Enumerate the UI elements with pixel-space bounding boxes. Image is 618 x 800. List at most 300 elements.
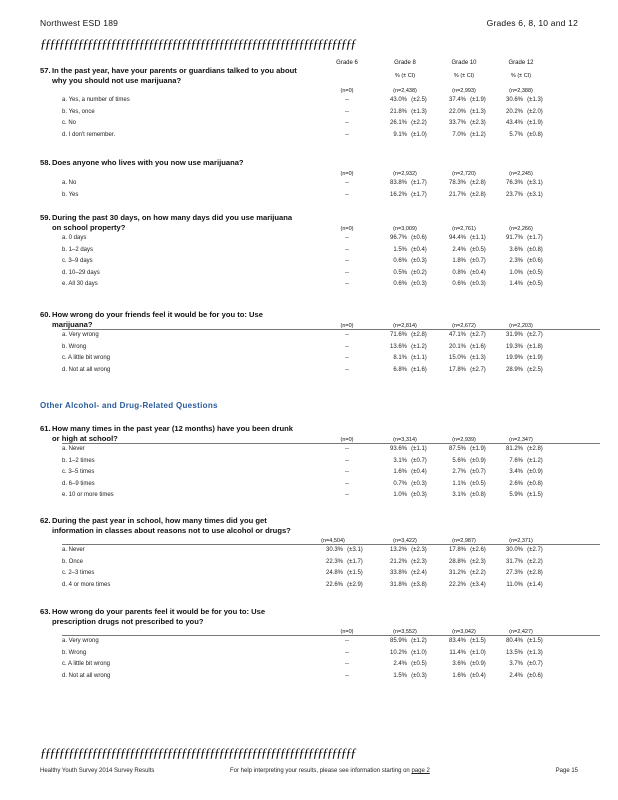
value-g8: 83.8% [389, 180, 407, 186]
ci-g12: (±3.1) [527, 191, 543, 198]
ci-g10: (±1.9) [470, 446, 486, 452]
value-g6: -- [345, 191, 349, 198]
sample-size-g6: (n=0) [340, 171, 354, 177]
ci-g10: (±2.3) [470, 558, 486, 565]
table-row [40, 107, 600, 118]
value-g8: 21.8% [389, 108, 407, 115]
option-label: b. Wrong [62, 649, 87, 656]
option-label: d. 6–9 times [62, 480, 95, 487]
ci-g8: (±0.6) [411, 235, 427, 241]
ci-g12: (±2.0) [527, 108, 543, 115]
ci-g8: (±1.0) [411, 649, 427, 656]
value-g6: -- [345, 492, 349, 499]
value-g6: 22.6% [325, 581, 343, 588]
question-text: During the past year in school, how many times did you get information in classes about reasons not to use alcohol or drugs? [52, 516, 291, 535]
ci-g10: (±1.2) [470, 131, 486, 138]
value-g10: 3.6% [452, 661, 466, 668]
value-g12: 19.9% [505, 355, 523, 362]
value-g8: 9.1% [393, 131, 407, 138]
ci-g12: (±2.7) [527, 547, 543, 553]
question-block [40, 424, 600, 524]
sample-size-g12: (n=2,203) [509, 323, 533, 329]
value-g12: 80.4% [505, 638, 523, 644]
value-g8: 13.2% [389, 547, 407, 553]
value-g10: 47.1% [448, 332, 466, 338]
value-g8: 8.1% [393, 355, 407, 362]
footer-page-link[interactable]: page 2 [411, 768, 430, 774]
sample-size-g12: (n=2,371) [509, 538, 533, 544]
table-row [40, 444, 600, 455]
question-text: How wrong do your parents feel it would be for you to: Use prescription drugs not prescribed to you? [52, 607, 266, 626]
ci-g12: (±1.3) [527, 649, 543, 656]
value-g6: -- [345, 281, 349, 288]
header-left: Northwest ESD 189 [40, 18, 119, 28]
value-g10: 1.6% [452, 672, 466, 679]
value-g12: 81.2% [505, 446, 523, 452]
ci-g8: (±2.8) [411, 332, 427, 338]
value-g6: 24.8% [325, 570, 343, 577]
value-g6: 30.3% [325, 547, 343, 553]
question-number: 61. [40, 424, 51, 433]
value-g10: 20.1% [448, 343, 466, 350]
ci-g8: (±3.8) [411, 581, 427, 588]
question-number: 60. [40, 310, 51, 319]
ci-g8: (±0.3) [411, 480, 427, 487]
section-title: Other Alcohol- and Drug-Related Questions [40, 401, 218, 410]
ci-g8: (±1.1) [411, 446, 427, 452]
value-g12: 27.3% [505, 570, 523, 577]
value-g12: 5.7% [509, 131, 523, 138]
sample-size-g8: (n=3,422) [393, 538, 417, 544]
value-g10: 94.4% [448, 235, 466, 241]
table-row [40, 671, 600, 682]
value-g10: 87.5% [448, 446, 466, 452]
value-g12: 31.9% [505, 332, 523, 338]
ci-g10: (±1.0) [470, 649, 486, 656]
question-number: 59. [40, 213, 51, 222]
option-label: c. 3–9 days [62, 258, 93, 265]
value-g8: 1.5% [393, 672, 407, 679]
ci-g12: (±1.7) [527, 235, 543, 241]
option-label: b. Once [62, 558, 84, 565]
table-row [40, 245, 600, 256]
ci-g10: (±1.1) [470, 235, 486, 241]
ci-g8: (±1.3) [411, 108, 427, 115]
header-right: Grades 6, 8, 10 and 12 [486, 18, 578, 28]
value-g6: -- [345, 469, 349, 476]
ci-g10: (±0.9) [470, 457, 486, 464]
ci-g8: (±2.3) [411, 547, 427, 553]
option-label: c. 2–3 times [62, 570, 95, 577]
value-g8: 21.2% [389, 558, 407, 565]
option-label: d. Not at all wrong [62, 672, 111, 679]
table-row [40, 636, 600, 647]
table-row [40, 365, 600, 376]
value-g10: 2.7% [452, 469, 466, 476]
question-number: 58. [40, 158, 51, 167]
sample-size-g6: (n=0) [340, 629, 354, 635]
sample-size-g8: (n=2,932) [393, 171, 417, 177]
question-block [40, 213, 600, 313]
value-g10: 1.1% [452, 480, 466, 487]
value-g6: -- [345, 108, 349, 115]
ci-g10: (±0.3) [470, 281, 486, 288]
value-g10: 17.8% [448, 547, 466, 553]
ci-g8: (±1.2) [411, 638, 427, 644]
ci-g12: (±1.2) [527, 457, 543, 464]
ci-g10: (±0.4) [470, 269, 486, 276]
ci-g8: (±0.3) [411, 258, 427, 265]
ci-g12: (±1.3) [527, 97, 543, 103]
value-g8: 33.8% [389, 570, 407, 577]
value-g8: 96.7% [389, 235, 407, 241]
sample-size-g8: (n=2,438) [393, 88, 417, 94]
ci-g8: (±0.5) [411, 661, 427, 668]
table-row [40, 233, 600, 244]
ci-g10: (±2.8) [470, 191, 486, 198]
value-g10: 31.2% [448, 570, 466, 577]
ci-g10: (±1.3) [470, 108, 486, 115]
ci-g10: (±2.2) [470, 570, 486, 577]
option-label: a. Never [62, 547, 85, 553]
sample-size-g6: (n=0) [340, 88, 354, 94]
ci-g12: (±1.5) [527, 492, 543, 499]
ci-g12: (±2.2) [527, 558, 543, 565]
value-g10: 5.6% [452, 457, 466, 464]
option-label: a. Never [62, 446, 85, 452]
value-g12: 19.3% [505, 343, 523, 350]
value-g8: 0.7% [393, 480, 407, 487]
ci-g10: (±1.5) [470, 638, 486, 644]
value-g6: -- [345, 131, 349, 138]
column-header-g10: Grade 10 [451, 60, 477, 66]
footer-page-number: Page 15 [555, 768, 578, 774]
value-g12: 13.5% [505, 649, 523, 656]
ci-g12: (±0.5) [527, 269, 543, 276]
value-g8: 1.6% [393, 469, 407, 476]
question-number: 62. [40, 516, 51, 525]
ci-g12: (±2.7) [527, 332, 543, 338]
option-label: b. Yes [62, 191, 79, 198]
value-g10: 37.4% [448, 97, 466, 103]
value-g8: 6.8% [393, 366, 407, 373]
table-row [40, 659, 600, 670]
value-g6: -- [345, 343, 349, 350]
value-g10: 2.4% [452, 246, 466, 253]
value-g10: 3.1% [452, 492, 466, 499]
column-ci-label: % (± CI) [394, 73, 416, 79]
ci-g10: (±0.5) [470, 246, 486, 253]
ci-g8: (±1.7) [411, 191, 427, 198]
table-row [40, 118, 600, 129]
ci-g12: (±1.5) [527, 638, 543, 644]
value-g10: 78.3% [448, 180, 466, 186]
ci-g12: (±1.9) [527, 120, 543, 127]
sample-size-g10: (n=2,761) [452, 226, 476, 232]
value-g12: 31.7% [505, 558, 523, 565]
option-label: e. All 30 days [62, 281, 98, 288]
option-label: c. No [62, 120, 77, 127]
sample-size-g12: (n=2,347) [509, 437, 533, 443]
value-g10: 22.0% [448, 108, 466, 115]
footer-left: Healthy Youth Survey 2014 Survey Results [40, 768, 155, 774]
value-g8: 93.6% [389, 446, 407, 452]
question-block [40, 516, 600, 616]
ci-g12: (±2.5) [527, 366, 543, 373]
value-g6: -- [345, 120, 349, 127]
ci-g10: (±0.7) [470, 469, 486, 476]
ci-g12: (±1.8) [527, 343, 543, 350]
sample-size-g8: (n=3,552) [393, 629, 417, 635]
question-number: 63. [40, 607, 51, 616]
value-g6: -- [345, 246, 349, 253]
table-row [40, 479, 600, 490]
table-row [40, 279, 600, 290]
ci-g6: (±3.1) [347, 547, 363, 553]
option-label: a. Very wrong [62, 638, 99, 644]
ci-g8: (±0.2) [411, 269, 427, 276]
sample-size-g10: (n=2,939) [452, 437, 476, 443]
footer-middle [230, 768, 430, 774]
ci-g12: (±0.8) [527, 246, 543, 253]
value-g6: -- [345, 457, 349, 464]
value-g8: 43.0% [389, 97, 407, 103]
value-g8: 0.6% [393, 258, 407, 265]
value-g10: 22.2% [448, 581, 466, 588]
option-label: d. I don't remember. [62, 131, 116, 138]
value-g8: 26.1% [389, 120, 407, 127]
value-g12: 2.3% [509, 258, 523, 265]
ci-g8: (±1.6) [411, 366, 427, 373]
value-g10: 83.4% [448, 638, 466, 644]
ci-g8: (±1.0) [411, 131, 427, 138]
ci-g12: (±0.6) [527, 258, 543, 265]
option-label: d. 4 or more times [62, 581, 111, 588]
value-g12: 1.0% [509, 269, 523, 276]
value-g6: -- [345, 661, 349, 668]
value-g12: 1.4% [509, 281, 523, 288]
value-g8: 1.5% [393, 246, 407, 253]
ci-g12: (±0.7) [527, 661, 543, 668]
ci-g12: (±3.1) [527, 180, 543, 186]
table-row [40, 353, 600, 364]
top-rule: ƒƒƒƒƒƒƒƒƒƒƒƒƒƒƒƒƒƒƒƒƒƒƒƒƒƒƒƒƒƒƒƒƒƒƒƒƒƒƒƒƒƒƒƒƒƒƒƒƒƒƒƒƒƒƒƒƒƒƒƒƒƒƒƒƒƒƒ [40, 36, 355, 50]
value-g8: 13.6% [389, 343, 407, 350]
ci-g6: (±1.5) [347, 570, 363, 577]
value-g8: 2.4% [393, 661, 407, 668]
value-g6: -- [345, 180, 349, 186]
ci-g8: (±0.3) [411, 492, 427, 499]
value-g8: 10.2% [389, 649, 407, 656]
ci-g8: (±2.2) [411, 120, 427, 127]
ci-g10: (±2.8) [470, 180, 486, 186]
sample-size-g12: (n=2,388) [509, 88, 533, 94]
ci-g8: (±2.4) [411, 570, 427, 577]
value-g12: 76.3% [505, 180, 523, 186]
question-text: How wrong do your friends feel it would be for you to: Use marijuana? [52, 310, 263, 329]
table-row [40, 190, 600, 201]
value-g6: -- [345, 672, 349, 679]
value-g10: 1.8% [452, 258, 466, 265]
question-block [40, 60, 600, 166]
column-header-g6: Grade 6 [336, 60, 358, 66]
value-g12: 3.7% [509, 661, 523, 668]
value-g6: -- [345, 332, 349, 338]
question-block [40, 607, 600, 707]
ci-g10: (±2.7) [470, 366, 486, 373]
question-text: In the past year, have your parents or guardians talked to you about why you should not use marijuana? [52, 66, 297, 85]
ci-g12: (±1.9) [527, 355, 543, 362]
value-g12: 7.6% [509, 457, 523, 464]
value-g6: -- [345, 480, 349, 487]
value-g8: 0.6% [393, 281, 407, 288]
table-row [40, 330, 600, 341]
value-g6: -- [345, 269, 349, 276]
value-g6: -- [345, 97, 349, 103]
value-g6: -- [345, 366, 349, 373]
ci-g12: (±2.8) [527, 570, 543, 577]
table-row [40, 580, 600, 591]
sample-size-g8: (n=2,814) [393, 323, 417, 329]
value-g12: 2.4% [509, 672, 523, 679]
option-label: b. Wrong [62, 343, 87, 350]
ci-g10: (±1.9) [470, 97, 486, 103]
value-g12: 28.9% [505, 366, 523, 373]
question-number: 57. [40, 66, 51, 75]
value-g12: 11.0% [506, 581, 523, 588]
question-block [40, 310, 600, 410]
option-label: c. A little bit wrong [62, 355, 111, 362]
ci-g8: (±1.2) [411, 343, 427, 350]
sample-size-g10: (n=2,993) [452, 88, 476, 94]
value-g10: 15.0% [448, 355, 466, 362]
value-g6: -- [345, 638, 349, 644]
sample-size-g10: (n=2,720) [452, 171, 476, 177]
option-label: c. A little bit wrong [62, 661, 111, 668]
value-g6: -- [345, 446, 349, 452]
table-row [40, 178, 600, 189]
sample-size-g6: (n=0) [340, 323, 354, 329]
option-label: a. 0 days [62, 235, 87, 241]
value-g10: 0.8% [452, 269, 466, 276]
ci-g8: (±1.1) [411, 355, 427, 362]
column-header-g8: Grade 8 [394, 60, 416, 66]
option-label: b. 1–2 times [62, 457, 95, 464]
value-g8: 3.1% [393, 457, 407, 464]
value-g10: 33.7% [448, 120, 466, 127]
ci-g12: (±2.8) [527, 446, 543, 452]
footer-help-text: For help interpreting your results, please see information starting on [230, 768, 410, 774]
value-g12: 30.6% [505, 97, 523, 103]
value-g12: 2.6% [509, 480, 523, 487]
table-row [40, 568, 600, 579]
value-g8: 85.9% [389, 638, 407, 644]
sample-size-g12: (n=2,266) [509, 226, 533, 232]
ci-g8: (±1.7) [411, 180, 427, 186]
option-label: a. Very wrong [62, 332, 99, 338]
table-row [40, 342, 600, 353]
option-label: a. Yes, a number of times [62, 97, 130, 103]
column-header-g12: Grade 12 [508, 60, 534, 66]
value-g6: 22.3% [325, 558, 343, 565]
option-label: e. 10 or more times [62, 492, 114, 499]
ci-g12: (±0.6) [527, 672, 543, 679]
ci-g8: (±0.3) [411, 281, 427, 288]
sample-size-g10: (n=2,987) [452, 538, 476, 544]
value-g12: 5.9% [509, 492, 523, 499]
question-text: During the past 30 days, on how many days did you use marijuana on school property? [52, 213, 293, 232]
option-label: d. 10–29 days [62, 269, 100, 276]
ci-g8: (±0.4) [411, 246, 427, 253]
value-g12: 91.7% [505, 235, 523, 241]
ci-g10: (±0.4) [470, 672, 486, 679]
table-row [40, 648, 600, 659]
ci-g10: (±3.4) [470, 581, 486, 588]
sample-size-g12: (n=2,245) [509, 171, 533, 177]
option-label: d. Not at all wrong [62, 366, 111, 373]
ci-g8: (±2.3) [411, 558, 427, 565]
question-text: Does anyone who lives with you now use marijuana? [52, 158, 244, 167]
table-row [40, 95, 600, 106]
value-g10: 11.4% [449, 649, 466, 656]
value-g8: 71.6% [389, 332, 407, 338]
value-g12: 43.4% [505, 120, 523, 127]
value-g12: 3.6% [509, 246, 523, 253]
column-ci-label: % (± CI) [510, 73, 532, 79]
value-g8: 16.2% [389, 191, 407, 198]
ci-g10: (±1.6) [470, 343, 486, 350]
ci-g10: (±2.3) [470, 120, 486, 127]
ci-g12: (±0.8) [527, 480, 543, 487]
table-row [40, 456, 600, 467]
value-g8: 1.0% [393, 492, 407, 499]
sample-size-g8: (n=3,009) [393, 226, 417, 232]
value-g12: 3.4% [509, 469, 523, 476]
option-label: b. Yes, once [62, 108, 95, 115]
value-g12: 20.2% [505, 108, 523, 115]
value-g8: 31.8% [389, 581, 407, 588]
ci-g12: (±0.9) [527, 469, 543, 476]
value-g10: 17.8% [448, 366, 466, 373]
ci-g8: (±0.7) [411, 457, 427, 464]
table-row [40, 268, 600, 279]
sample-size-g12: (n=2,427) [509, 629, 533, 635]
table-row [40, 557, 600, 568]
ci-g10: (±0.7) [470, 258, 486, 265]
ci-g10: (±0.9) [470, 661, 486, 668]
ci-g6: (±2.9) [347, 581, 363, 588]
table-row [40, 545, 600, 556]
ci-g8: (±0.3) [411, 672, 427, 679]
table-row [40, 256, 600, 267]
table-row [40, 130, 600, 141]
option-label: b. 1–2 days [62, 246, 94, 253]
table-row [40, 467, 600, 478]
ci-g10: (±1.3) [470, 355, 486, 362]
column-ci-label: % (± CI) [453, 73, 475, 79]
sample-size-g6: (n=0) [340, 437, 354, 443]
value-g6: -- [345, 258, 349, 265]
ci-g8: (±2.5) [411, 97, 427, 103]
sample-size-g8: (n=3,314) [393, 437, 417, 443]
value-g10: 21.7% [448, 191, 466, 198]
option-label: a. No [62, 180, 77, 186]
option-label: c. 3–5 times [62, 469, 95, 476]
value-g8: 0.5% [393, 269, 407, 276]
value-g6: -- [345, 649, 349, 656]
ci-g10: (±2.6) [470, 547, 486, 553]
ci-g8: (±0.4) [411, 469, 427, 476]
